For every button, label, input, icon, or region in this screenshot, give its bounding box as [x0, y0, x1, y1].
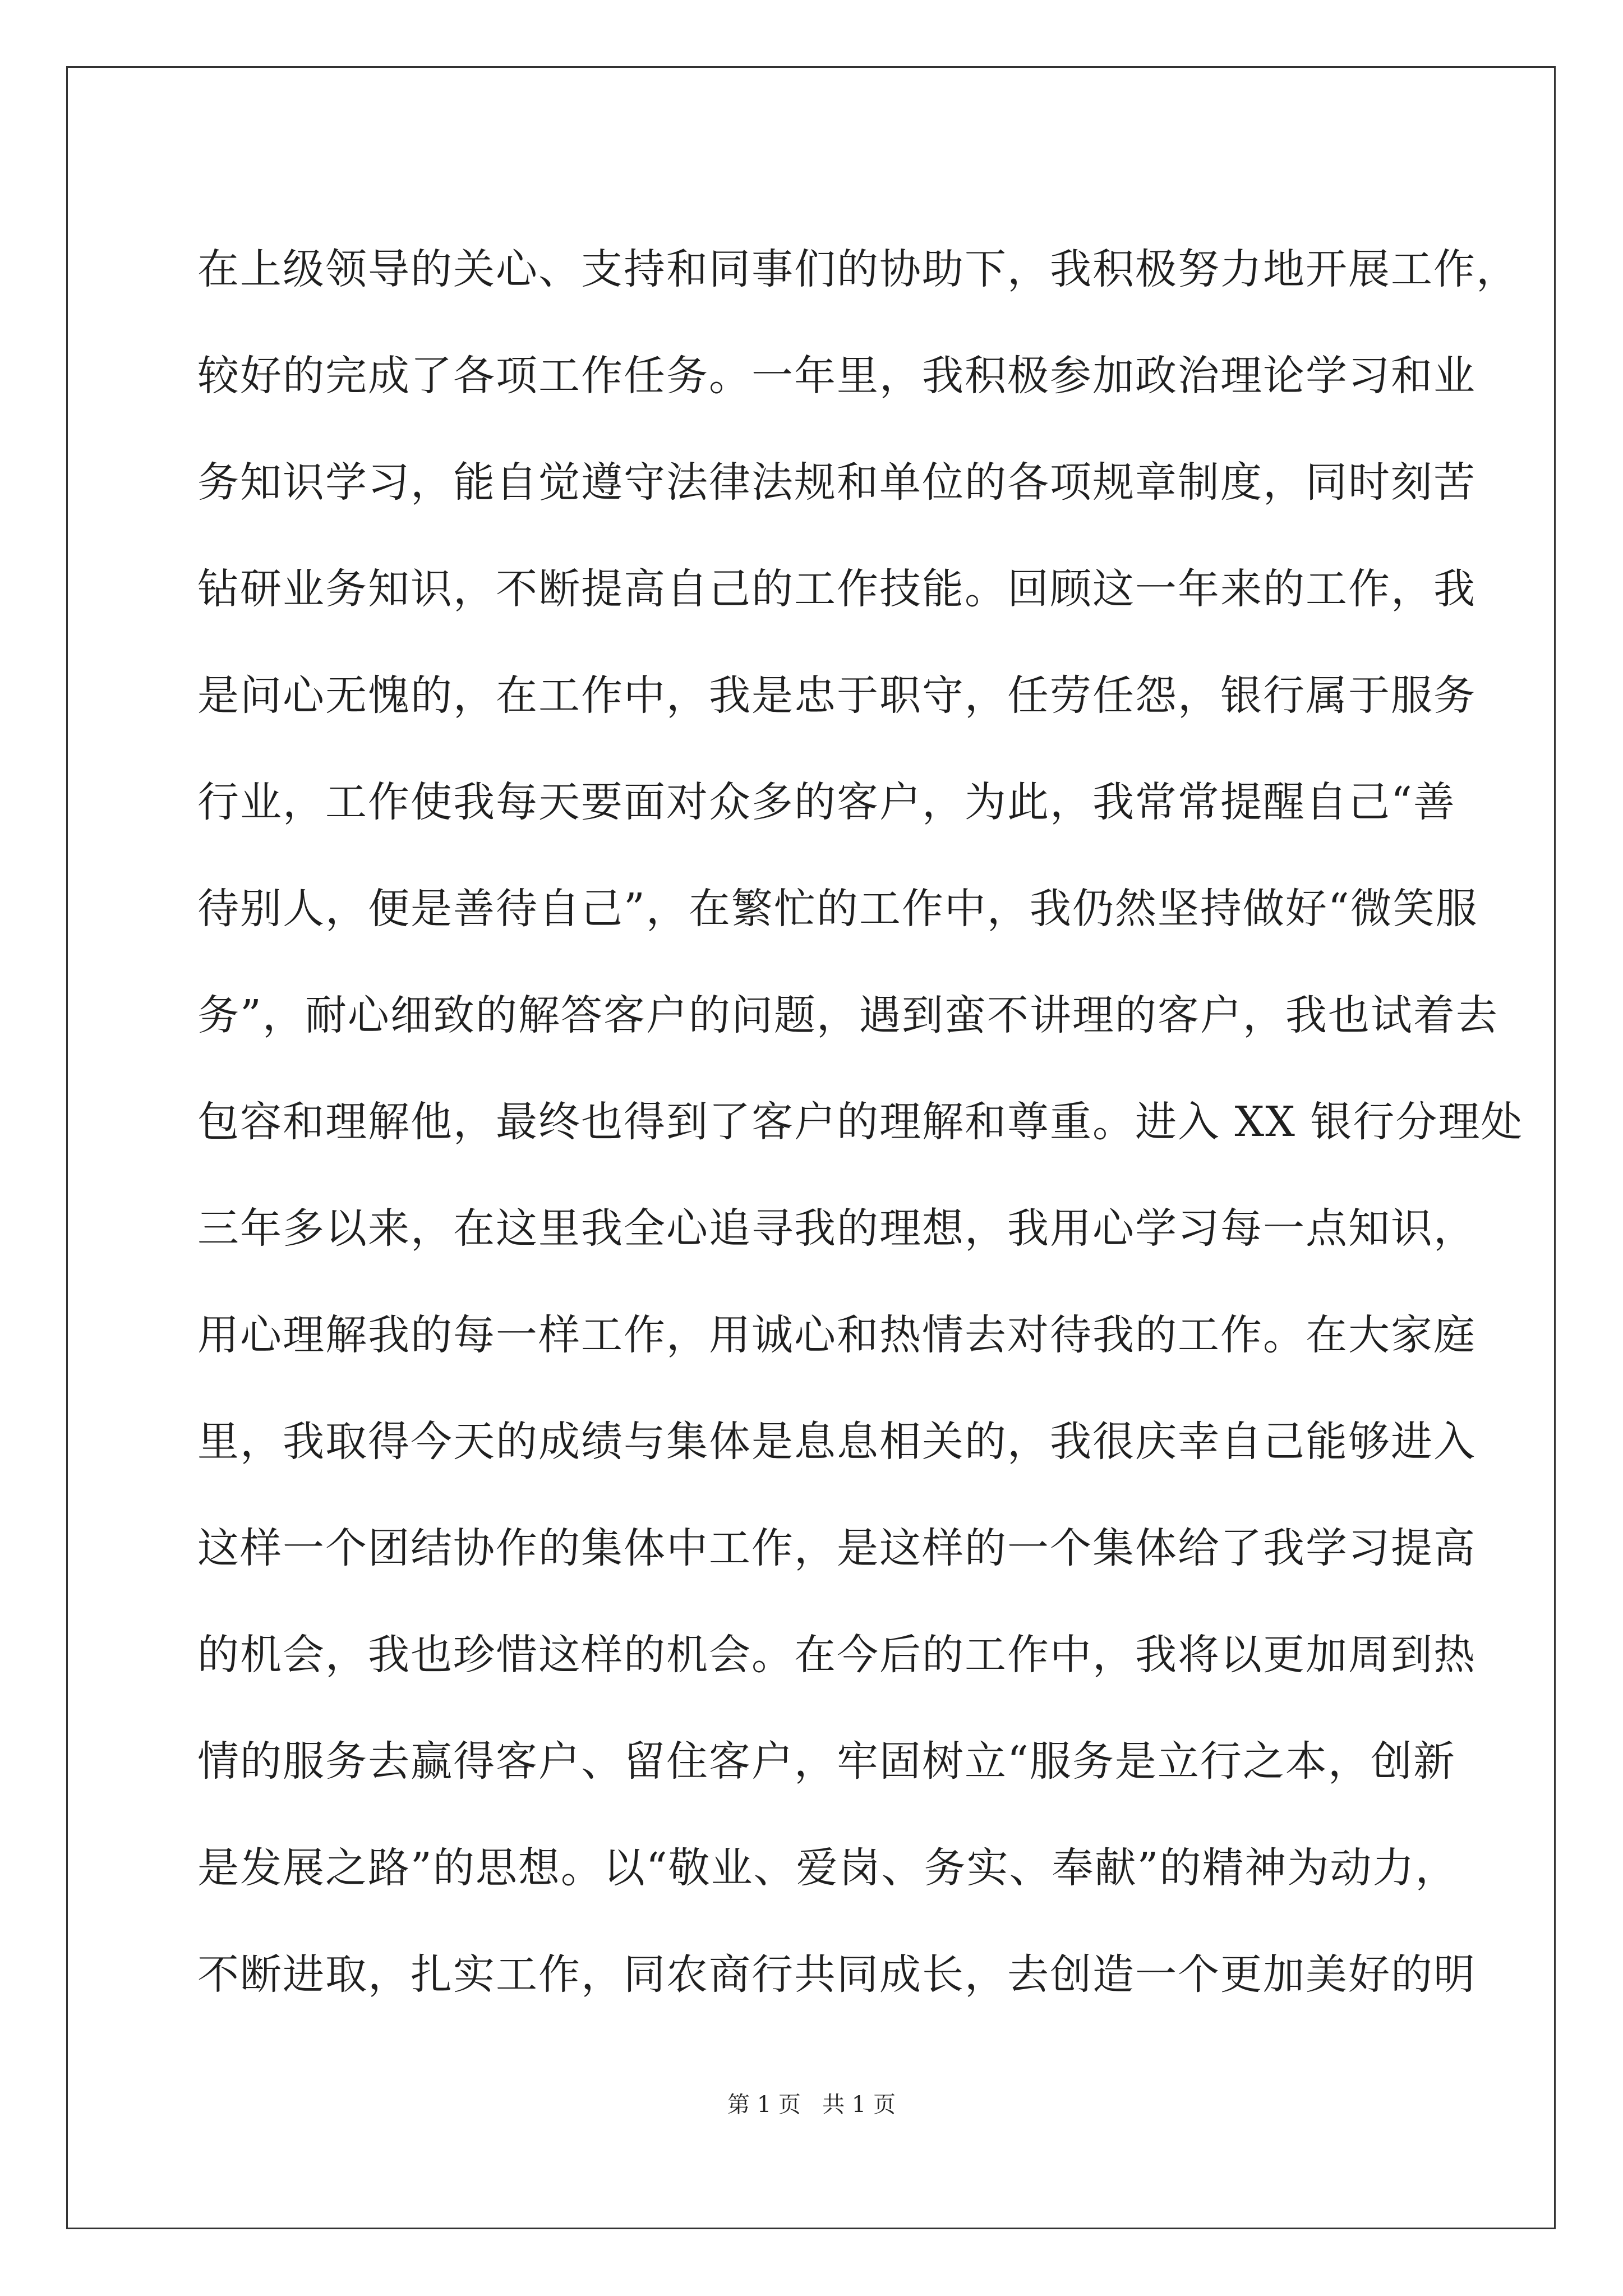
text-line: 在上级领导的关心、支持和同事们的协助下，我积极努力地开展工作，: [197, 245, 1519, 293]
text-line: 的机会，我也珍惜这样的机会。在今后的工作中，我将以更加周到热: [197, 1631, 1476, 1679]
text-line: 不断进取，扎实工作，同农商行共同成长，去创造一个更加美好的明: [197, 1950, 1476, 1999]
document-body: [197, 216, 1524, 2028]
text-line: 是问心无愧的，在工作中，我是忠于职守，任劳任怨，银行属于服务: [197, 671, 1476, 720]
text-line: 这样一个团结协作的集体中工作，是这样的一个集体给了我学习提高: [197, 1524, 1476, 1572]
text-line: 里，我取得今天的成绩与集体是息息相关的，我很庆幸自己能够进入: [197, 1418, 1476, 1466]
text-line: 情的服务去赢得客户、留住客户，牢固树立“服务是立行之本，创新: [197, 1737, 1456, 1786]
text-line: 钻研业务知识，不断提高自己的工作技能。回顾这一年来的工作，我: [197, 565, 1476, 613]
text-line: 用心理解我的每一样工作，用诚心和热情去对待我的工作。在大家庭: [197, 1311, 1476, 1359]
page-footer: [0, 2087, 1623, 2119]
text-line: 待别人，便是善待自己”，在繁忙的工作中，我仍然坚持做好“微笑服: [197, 885, 1478, 933]
text-line: 三年多以来，在这里我全心追寻我的理想，我用心学习每一点知识，: [197, 1204, 1476, 1253]
text-line: 是发展之路”的思想。以“敬业、爱岗、务实、奉献”的精神为动力，: [197, 1844, 1458, 1892]
text-line: 行业，工作使我每天要面对众多的客户，为此，我常常提醒自己“善: [197, 778, 1456, 826]
text-line: 务”，耐心细致的解答客户的问题，遇到蛮不讲理的客户，我也试着去: [197, 991, 1498, 1039]
text-line: 包容和理解他，最终也得到了客户的理解和尊重。进入 XX 银行分理处: [197, 1098, 1524, 1146]
page-number: 第 1 页: [727, 2092, 801, 2118]
text-line: 务知识学习，能自觉遵守法律法规和单位的各项规章制度，同时刻苦: [197, 458, 1476, 507]
text-line: 较好的完成了各项工作任务。一年里，我积极参加政治理论学习和业: [197, 352, 1476, 400]
page-total: 共 1 页: [822, 2092, 896, 2118]
